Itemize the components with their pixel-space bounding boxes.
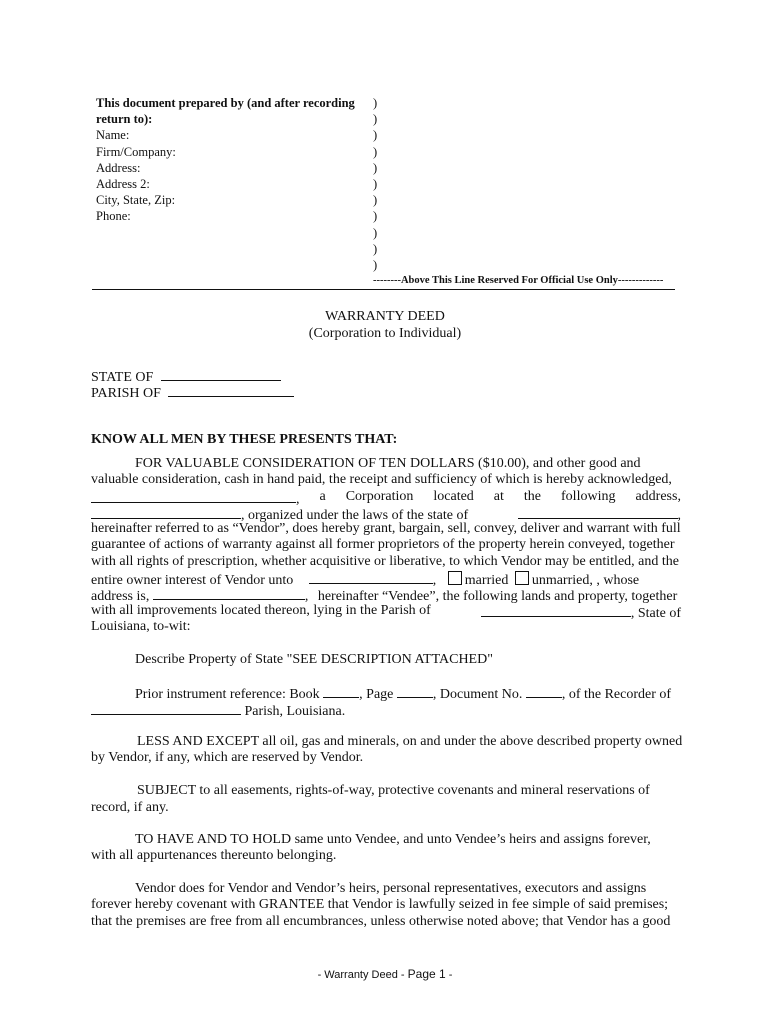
- recorder-parish-blank[interactable]: [91, 701, 241, 715]
- vendee-address-blank[interactable]: [153, 586, 305, 600]
- word-at: at: [493, 489, 504, 504]
- married-label: married: [464, 573, 509, 588]
- state-blank[interactable]: [161, 367, 281, 381]
- paren: ): [373, 144, 378, 159]
- firm-field-label: Firm/Company:: [96, 144, 176, 159]
- page-footer: [0, 967, 770, 981]
- city-state-zip-field-label: City, State, Zip:: [96, 193, 176, 208]
- document-no-label: , Document No.: [432, 687, 523, 702]
- address-is-text: address is,: [91, 589, 150, 604]
- address-field-label: Address:: [96, 160, 141, 175]
- book-label: Prior instrument reference: Book: [135, 687, 320, 702]
- unmarried-checkbox[interactable]: [515, 571, 529, 585]
- page-number: Page 1: [407, 967, 446, 981]
- para1-line2: valuable consideration, cash in hand paid, the receipt and sufficiency of which is hereby acknowledged,: [91, 472, 672, 487]
- parenthesis-column: [373, 95, 377, 273]
- state-of-text: , State of: [630, 606, 681, 621]
- reserved-line-label: --------Above This Line Reserved For Official Use Only-------------: [373, 275, 664, 286]
- covenant-line1: Vendor does for Vendor and Vendor’s heirs, personal representatives, executors and assigns: [135, 881, 647, 896]
- unmarried-label: unmarried, , whose: [531, 573, 640, 588]
- recorder-of-text: , of the Recorder of: [561, 687, 672, 702]
- paren: ): [373, 209, 378, 224]
- comma: ,: [304, 589, 309, 604]
- word-address: address,: [635, 489, 681, 504]
- document-title: WARRANTY DEED: [325, 309, 445, 324]
- document-no-blank[interactable]: [526, 684, 562, 698]
- parish-of-text: with all improvements located thereon, lying in the Parish of: [91, 603, 431, 618]
- word-corporation: Corporation: [345, 489, 414, 504]
- covenant-line3: that the premises are free from all encumbrances, unless otherwise noted above; that Vendor has a good: [91, 914, 671, 929]
- paren: ): [373, 112, 378, 127]
- para1-line6: guarantee of actions of warranty against all former proprietors of the property herein conveyed, together: [91, 537, 675, 552]
- paren: ): [373, 258, 378, 273]
- owner-interest-text: entire owner interest of Vendor unto: [91, 573, 294, 588]
- state-label: STATE OF: [91, 370, 154, 385]
- vendee-name-blank[interactable]: [309, 570, 433, 584]
- parish-label: PARISH OF: [91, 386, 161, 401]
- state-of-organization-blank[interactable]: [518, 505, 678, 519]
- prepared-by-heading-2: return to):: [96, 112, 153, 127]
- paren: ): [373, 96, 378, 110]
- parish-blank[interactable]: [168, 383, 294, 397]
- subject-line2: record, if any.: [91, 800, 169, 815]
- property-parish-blank[interactable]: [481, 603, 631, 617]
- prior-instrument-line2: [91, 701, 681, 720]
- book-blank[interactable]: [323, 684, 359, 698]
- para1-line7: with all rights of prescription, whether acquisitive or liberative, to which Vendor may be entitled, and the: [91, 554, 679, 569]
- married-checkbox[interactable]: [448, 571, 462, 585]
- less-except-line1: LESS AND EXCEPT all oil, gas and minerals, on and under the above described property owned: [137, 734, 683, 749]
- paren: ): [373, 160, 378, 175]
- word-located: located: [433, 489, 474, 504]
- page-blank[interactable]: [397, 684, 433, 698]
- vendor-address-blank[interactable]: [91, 505, 241, 519]
- organized-text: , organized under the laws of the state of: [241, 508, 469, 523]
- comma: ,: [677, 508, 681, 523]
- comma: ,: [296, 492, 300, 507]
- document-subtitle: (Corporation to Individual): [308, 326, 462, 341]
- paren: ): [373, 128, 378, 143]
- phone-field-label: Phone:: [96, 209, 131, 224]
- parish-line: [91, 383, 681, 402]
- corporation-name-blank[interactable]: [91, 489, 296, 503]
- word-a: a: [319, 489, 326, 504]
- parish-louisiana-text: Parish, Louisiana.: [244, 704, 346, 719]
- habendum-line2: with all appurtenances thereunto belonging.: [91, 848, 337, 863]
- know-all-heading: KNOW ALL MEN BY THESE PRESENTS THAT:: [91, 432, 398, 447]
- covenant-line2: forever hereby covenant with GRANTEE that Vendor is lawfully seized in fee simple of said premises;: [91, 897, 669, 912]
- paren: ): [373, 225, 378, 240]
- paren: ): [373, 241, 378, 256]
- prepared-by-block: [96, 95, 355, 225]
- word-the: the: [523, 489, 542, 504]
- para1-line1: FOR VALUABLE CONSIDERATION OF TEN DOLLARS ($10.00), and other good and: [135, 456, 641, 471]
- address2-field-label: Address 2:: [96, 177, 150, 192]
- prepared-by-heading: This document prepared by (and after recording: [96, 96, 355, 110]
- paren: ): [373, 177, 378, 192]
- para1-line5: hereinafter referred to as “Vendor”, does hereby grant, bargain, sell, convey, deliver and warrant with full: [91, 521, 681, 536]
- footer-suffix: -: [448, 969, 453, 981]
- footer-prefix: - Warranty Deed -: [317, 969, 405, 981]
- hereinafter-vendee-text: hereinafter “Vendee”, the following lands and property, together: [317, 589, 678, 604]
- name-field-label: Name:: [96, 128, 130, 143]
- word-following: following: [561, 489, 616, 504]
- subject-line1: SUBJECT to all easements, rights-of-way, protective covenants and mineral reservations of: [137, 783, 650, 798]
- para1-line11: Louisiana, to-wit:: [91, 619, 191, 634]
- recording-divider: [92, 289, 675, 290]
- page-label: , Page: [359, 687, 394, 702]
- habendum-line1: TO HAVE AND TO HOLD same unto Vendee, and unto Vendee’s heirs and assigns forever,: [135, 832, 651, 847]
- comma: ,: [432, 573, 437, 588]
- paren: ): [373, 193, 378, 208]
- describe-property: Describe Property of State "SEE DESCRIPTION ATTACHED": [135, 652, 493, 667]
- less-except-line2: by Vendor, if any, which are reserved by Vendor.: [91, 750, 364, 765]
